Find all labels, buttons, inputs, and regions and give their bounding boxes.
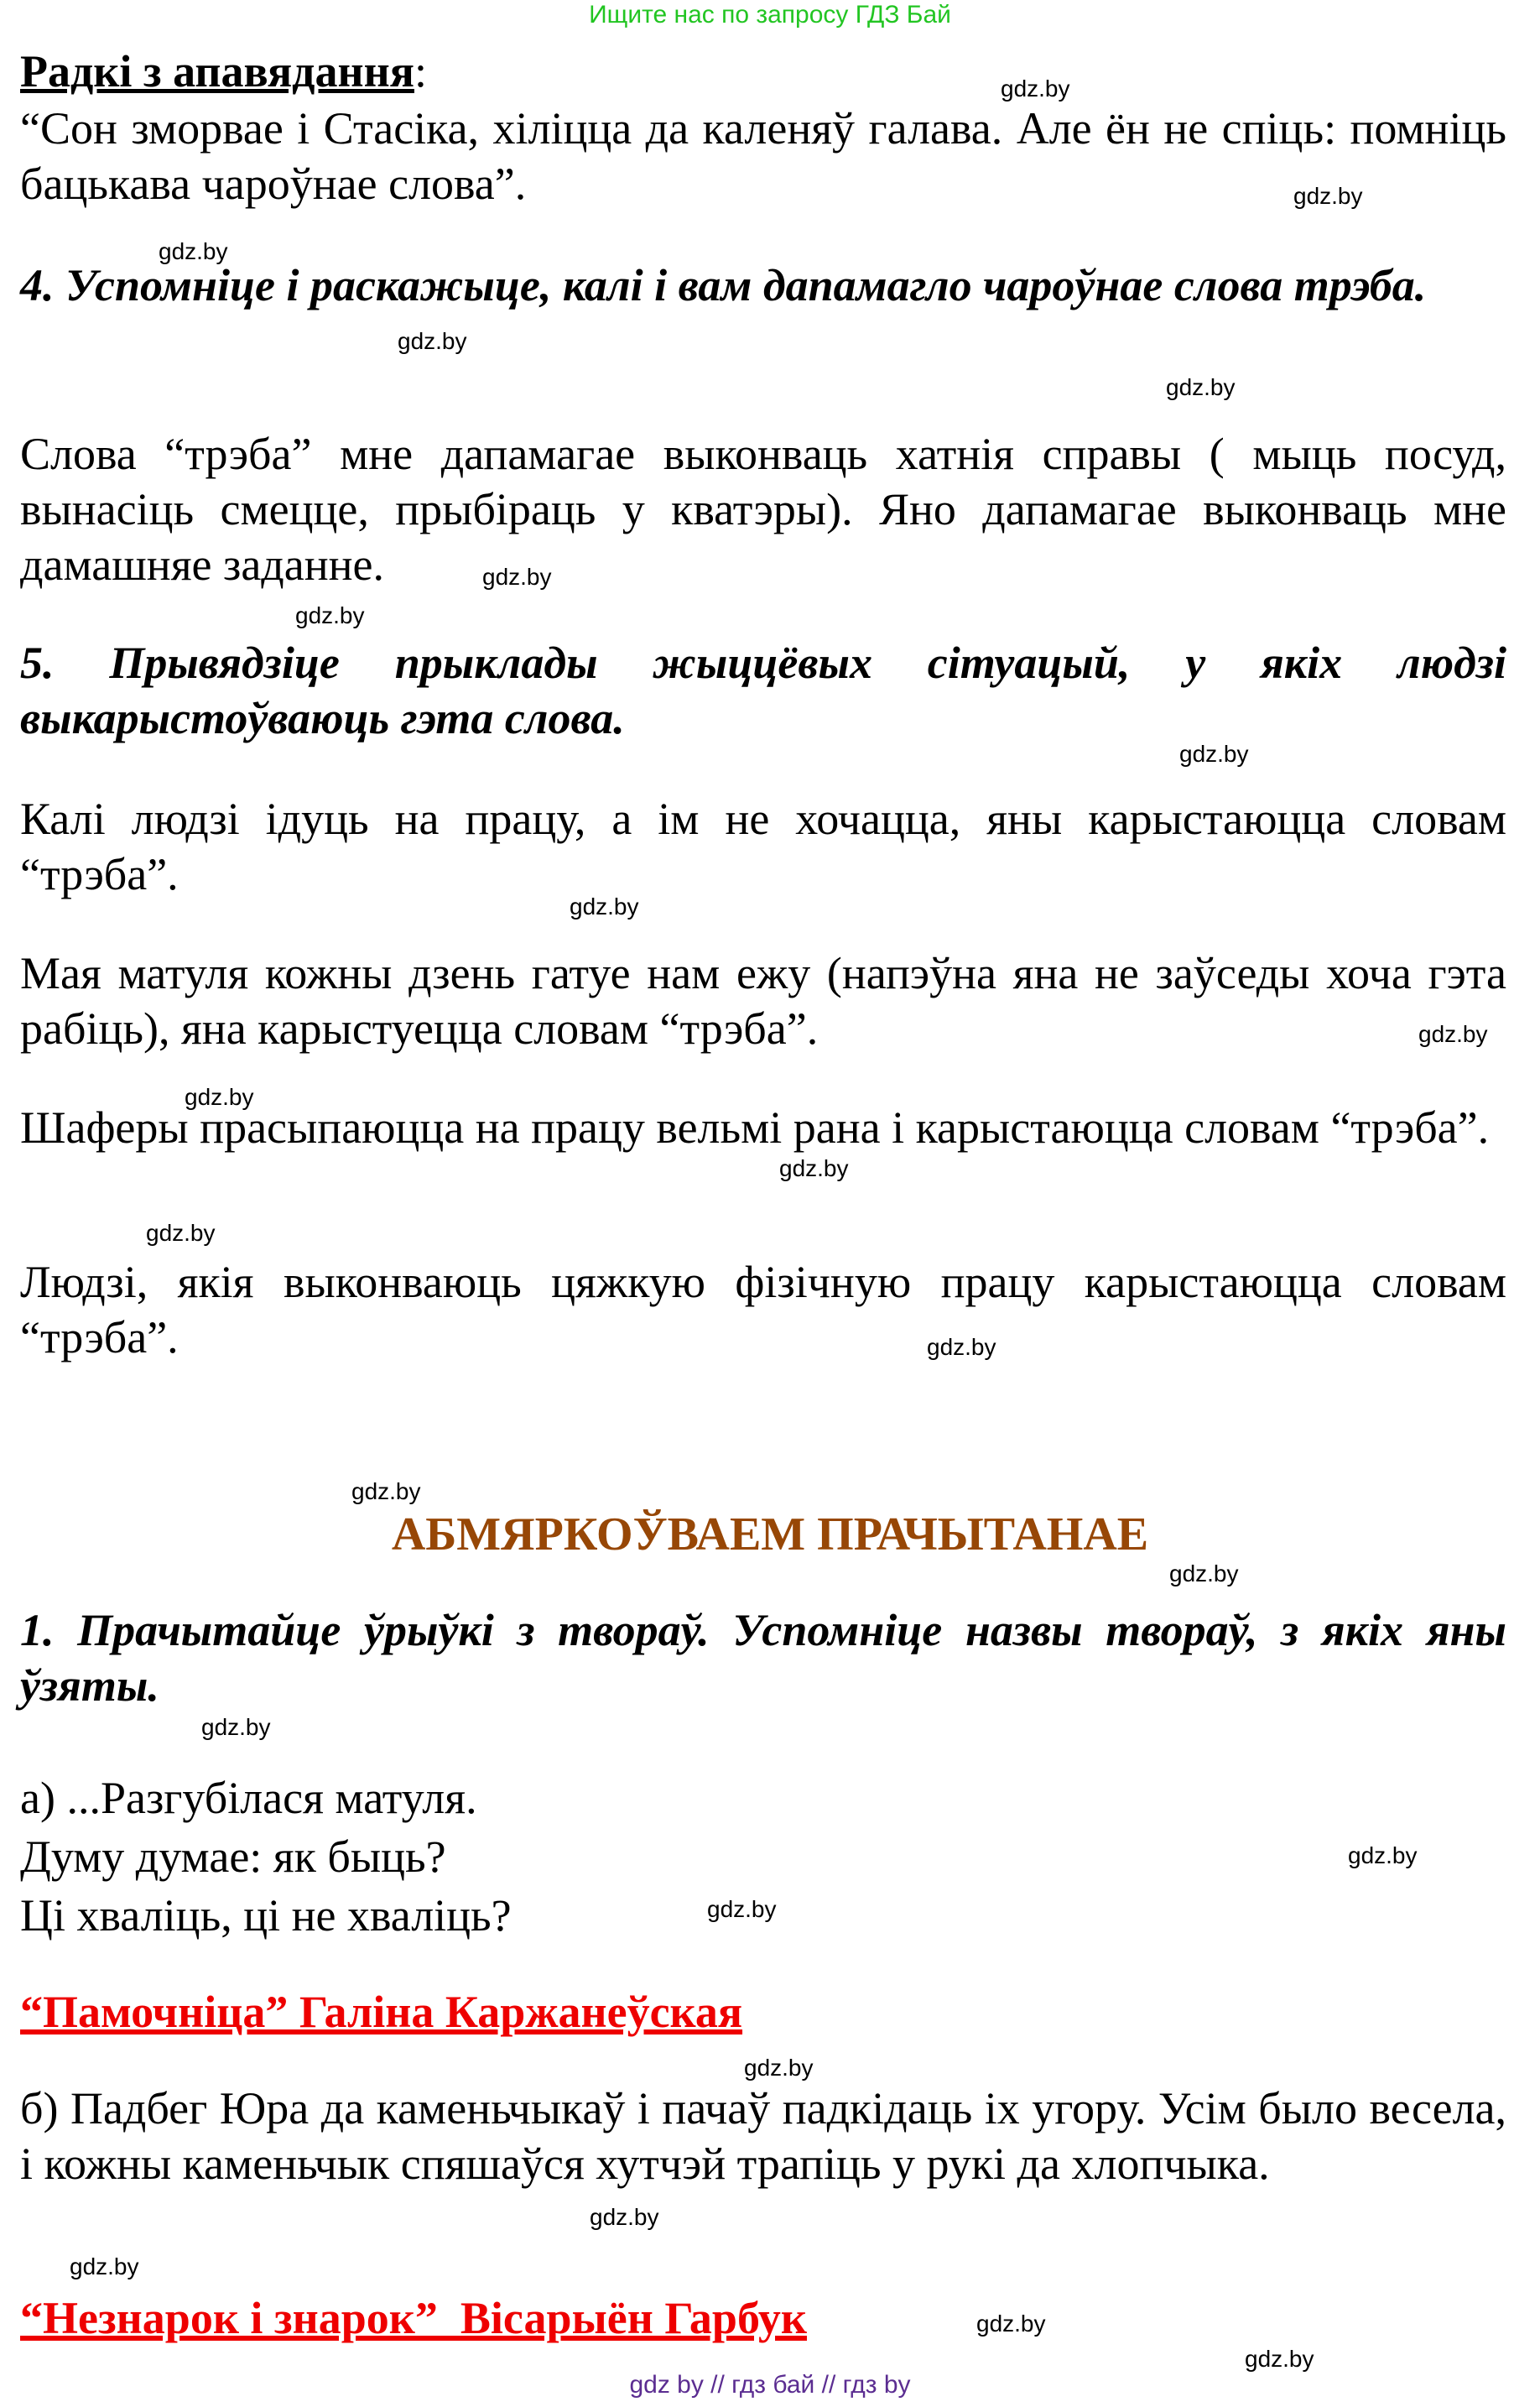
excerpt-label-line <box>20 44 1506 99</box>
excerpt-colon: : <box>414 46 427 96</box>
watermark: gdz.by <box>1245 2346 1314 2372</box>
watermark: gdz.by <box>1418 1021 1488 1047</box>
task5-answer-3: Шаферы прасыпаюцца на працу вельмі рана і карыстаюцца словам “трэба”. <box>20 1102 1490 1153</box>
task1-question: 1. Прачытайце ўрыўкі з твораў. Успомніце назвы твораў, з якіх яны ўзяты. <box>20 1605 1506 1711</box>
watermark: gdz.by <box>1293 183 1363 209</box>
watermark: gdz.by <box>351 1478 421 1504</box>
watermark: gdz.by <box>1001 76 1070 102</box>
task5-answer-1: Калі людзі ідуць на працу, а ім не хочацца, яны карыстаюцца словам “трэба”. <box>20 794 1506 899</box>
watermark: gdz.by <box>70 2253 139 2279</box>
watermark: gdz.by <box>201 1714 271 1740</box>
watermark: gdz.by <box>976 2311 1046 2337</box>
footer-links: gdz by // гдз бай // гдз by <box>629 2371 911 2399</box>
watermark: gdz.by <box>744 2055 814 2081</box>
watermark: gdz.by <box>570 894 639 920</box>
watermark: gdz.by <box>159 238 228 264</box>
watermark: gdz.by <box>146 1220 216 1246</box>
watermark: gdz.by <box>1169 1560 1239 1586</box>
task5-answer-2: Мая матуля кожны дзень гатуе нам ежу (напэўна яна не заўседы хоча гэта рабіць), яна карыстуецца словам “трэба”. <box>20 948 1506 1054</box>
task4-answer: Слова “трэба” мне дапамагае выконваць хатнія справы ( мыць посуд, вынасіць смецце, прыбіраць у кватэры). Яно дапамагае выконваць мне дамашняе заданне. <box>20 429 1506 590</box>
task1-a-line-2: Думу думае: як быць? <box>20 1831 446 1882</box>
excerpt-label: Радкі з апавядання <box>20 46 414 96</box>
watermark: gdz.by <box>1179 741 1249 767</box>
watermark: gdz.by <box>927 1334 996 1360</box>
watermark: gdz.by <box>590 2204 659 2230</box>
watermark: gdz.by <box>779 1155 849 1181</box>
watermark: gdz.by <box>482 564 552 590</box>
watermark: gdz.by <box>295 602 365 628</box>
watermark: gdz.by <box>185 1084 254 1110</box>
task1-a-source: “Памочніца” Галіна Каржанеўская <box>20 1987 743 2037</box>
watermark: gdz.by <box>1348 1842 1418 1868</box>
search-banner: Ищите нас по запросу ГДЗ Бай <box>589 1 951 29</box>
task5-answer-4: Людзі, якія выконваюць цяжкую фізічную працу карыстаюцца словам “трэба”. <box>20 1257 1506 1362</box>
watermark: gdz.by <box>398 328 467 354</box>
task5-question: 5. Прывядзіце прыклады жыццёвых сітуацый, у якіх людзі выкарыстоўваюць гэта слова. <box>20 638 1506 743</box>
task1-b-source: “Незнарок і знарок” Вісарыён Гарбук <box>20 2293 808 2343</box>
task1-a-line-1: а) ...Разгубілася матуля. <box>20 1773 477 1823</box>
watermark: gdz.by <box>1166 374 1236 400</box>
section-heading: АБМЯРКОЎВАЕМ ПРАЧЫТАНАЕ <box>391 1508 1149 1560</box>
task1-b-text: б) Падбег Юра да каменьчыкаў і пачаў падкідаць іх угору. Усім было весела, і кожны каменьчык спяшаўся хутчэй трапіць у рукі да хлопчыка. <box>20 2083 1506 2189</box>
watermark: gdz.by <box>707 1896 777 1922</box>
excerpt-quote: “Сон зморвае і Стасіка, хіліцца да каленяў галава. Але ён не спіць: помніць бацькава чароўнае слова”. <box>20 103 1506 209</box>
task4-question: 4. Успомніце і раскажыце, калі і вам дапамагло чароўнае слова трэба. <box>20 260 1427 310</box>
task1-a-line-3: Ці хваліць, ці не хваліць? <box>20 1890 512 1941</box>
